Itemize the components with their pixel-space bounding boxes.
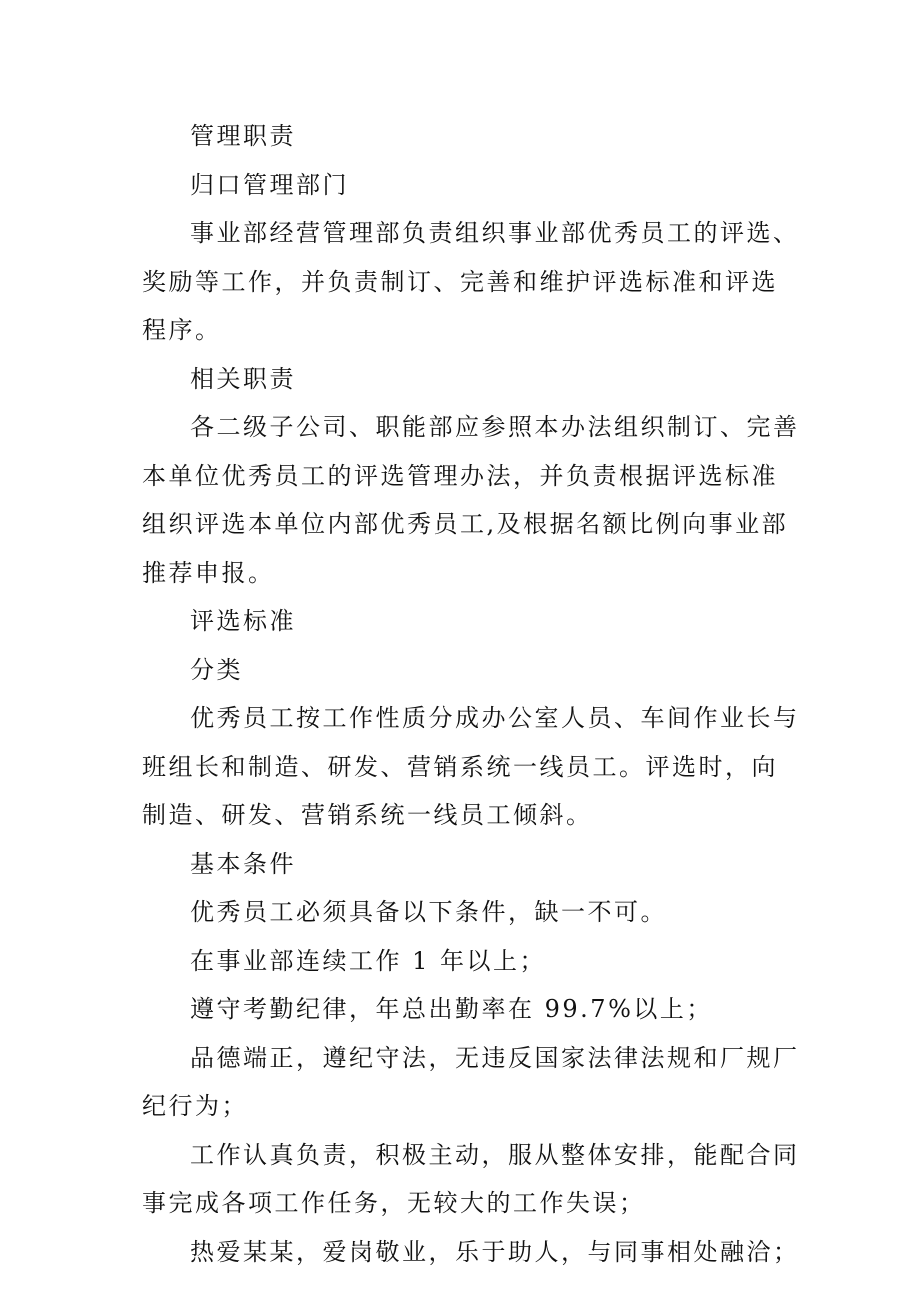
subheading-classification: 分类 <box>190 655 243 684</box>
paragraph-related-duties: 各二级子公司、职能部应参照本办法组织制订、完善本单位优秀员工的评选管理办法，并负责根据评选标准组织评选本单位内部优秀员工,及根据名额比例向事业部推荐申报。 <box>142 413 800 587</box>
condition-item: 热爱某某，爱岗敬业，乐于助人，与同事相处融洽； <box>190 1237 800 1266</box>
subheading-related-duties: 相关职责 <box>190 364 296 393</box>
heading-selection-criteria: 评选标准 <box>190 607 296 635</box>
document-body <box>142 112 802 1276</box>
condition-item: 在事业部连续工作 1 年以上； <box>190 946 547 975</box>
condition-item: 遵守考勤纪律，年总出勤率在 99.7%以上； <box>190 995 713 1023</box>
condition-item: 品德端正，遵纪守法，无违反国家法律法规和厂规厂纪行为； <box>142 1043 800 1120</box>
subheading-basic-conditions: 基本条件 <box>190 849 296 878</box>
condition-item: 工作认真负责，积极主动，服从整体安排，能配合同事完成各项工作任务，无较大的工作失误； <box>142 1140 800 1217</box>
paragraph-classification: 优秀员工按工作性质分成办公室人员、车间作业长与班组长和制造、研发、营销系统一线员工。评选时，向制造、研发、营销系统一线员工倾斜。 <box>142 704 800 829</box>
subheading-responsible-department: 归口管理部门 <box>190 170 349 199</box>
heading-management-duties: 管理职责 <box>190 122 296 150</box>
paragraph-conditions-intro: 优秀员工必须具备以下条件，缺一不可。 <box>190 898 667 926</box>
paragraph-department-duties: 事业部经营管理部负责组织事业部优秀员工的评选、奖励等工作，并负责制订、完善和维护评选标准和评选程序。 <box>142 219 800 344</box>
